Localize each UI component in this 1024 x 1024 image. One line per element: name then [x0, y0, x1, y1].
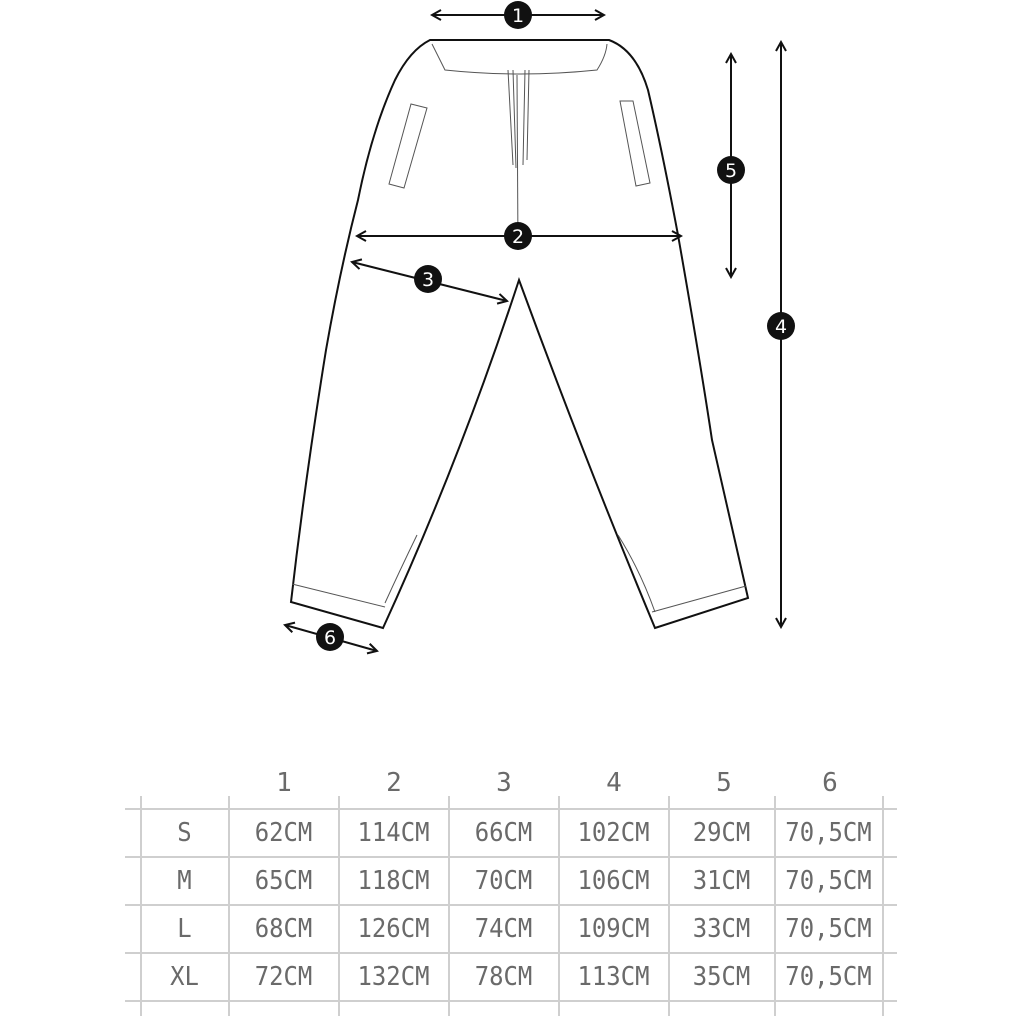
column-header-1: 1: [276, 768, 292, 798]
measurement-arrows: [285, 15, 781, 651]
table-cell: 70,5CM: [785, 818, 872, 848]
table-row: [0, 857, 1024, 905]
table-cell: 132CM: [357, 962, 430, 992]
size-label: XL: [170, 962, 199, 992]
table-row: [0, 905, 1024, 953]
marker-4: [767, 312, 795, 340]
table-cell: 35CM: [692, 962, 751, 992]
table-cell: 72CM: [254, 962, 313, 992]
marker-6-label: 6: [323, 627, 337, 649]
table-row: [0, 809, 1024, 857]
pants-details: [292, 44, 746, 612]
table-cell: 70,5CM: [785, 914, 872, 944]
table-cell: 66CM: [474, 818, 533, 848]
pants-outline: [291, 40, 748, 628]
table-cell: 70,5CM: [785, 962, 872, 992]
table-cell: 102CM: [577, 818, 650, 848]
table-cell: 65CM: [254, 866, 313, 896]
marker-6: [316, 623, 344, 651]
table-cell: 70CM: [474, 866, 533, 896]
marker-1-label: 1: [511, 5, 525, 27]
table-cell: 114CM: [357, 818, 430, 848]
column-header-4: 4: [606, 768, 622, 798]
table-cell: 31CM: [692, 866, 751, 896]
marker-4-label: 4: [774, 316, 788, 338]
column-header-3: 3: [496, 768, 512, 798]
table-cell: 68CM: [254, 914, 313, 944]
table-row: [0, 953, 1024, 1001]
table-cell: 29CM: [692, 818, 751, 848]
table-cell: 113CM: [577, 962, 650, 992]
marker-1: [504, 1, 532, 29]
table-cell: 109CM: [577, 914, 650, 944]
table-cell: 118CM: [357, 866, 430, 896]
marker-5-label: 5: [724, 160, 738, 182]
table-cell: 62CM: [254, 818, 313, 848]
marker-3-label: 3: [421, 269, 435, 291]
marker-2-label: 2: [511, 226, 525, 248]
table-cell: 126CM: [357, 914, 430, 944]
marker-5: [717, 156, 745, 184]
column-header-5: 5: [716, 768, 732, 798]
size-table: [0, 760, 1024, 1024]
marker-3: [414, 265, 442, 293]
table-cell: 33CM: [692, 914, 751, 944]
table-cell: 78CM: [474, 962, 533, 992]
marker-2: [504, 222, 532, 250]
table-cell: 70,5CM: [785, 866, 872, 896]
column-header-2: 2: [386, 768, 402, 798]
size-label: L: [177, 914, 192, 944]
table-cell: 106CM: [577, 866, 650, 896]
size-label: M: [177, 866, 192, 896]
column-header-6: 6: [822, 768, 838, 798]
table-cell: 74CM: [474, 914, 533, 944]
size-label: S: [177, 818, 192, 848]
